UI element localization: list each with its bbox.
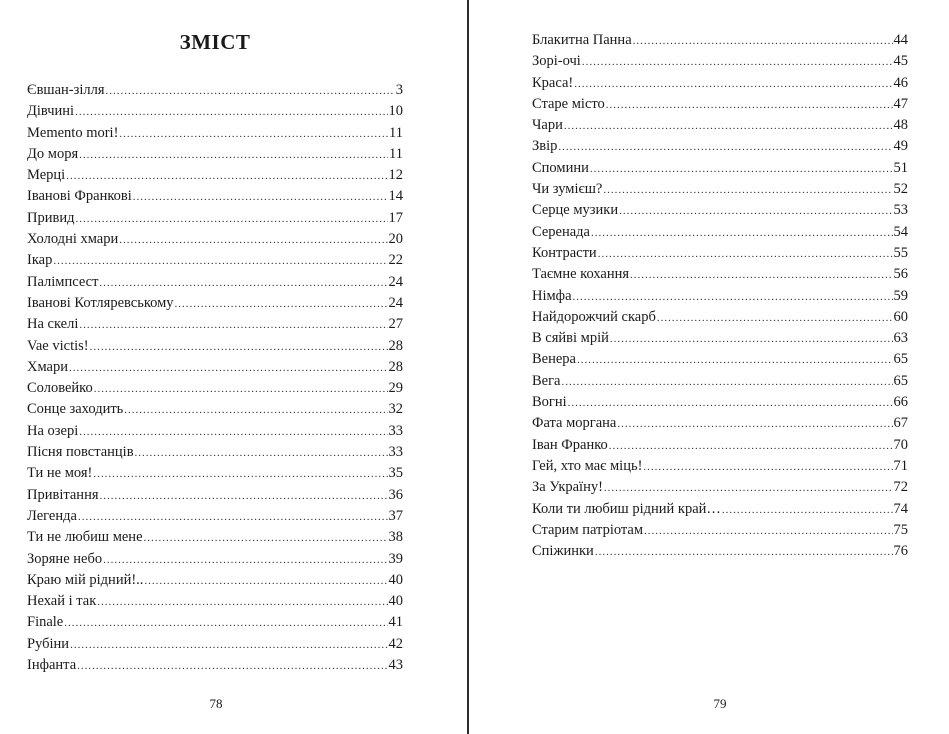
dot-leader xyxy=(53,251,387,272)
toc-entry xyxy=(27,144,403,165)
left-page xyxy=(0,0,468,734)
dot-leader xyxy=(564,116,893,137)
toc-entry-page-number: 60 xyxy=(893,308,908,325)
dot-leader xyxy=(595,542,893,563)
toc-entry-title: Найдорожчий скарб xyxy=(532,308,656,325)
dot-leader xyxy=(633,31,893,52)
toc-entry-page-number: 72 xyxy=(893,479,908,496)
dot-leader xyxy=(99,273,387,294)
toc-entry xyxy=(27,165,403,186)
toc-entry xyxy=(27,293,403,314)
dot-leader xyxy=(144,528,388,549)
toc-entry xyxy=(27,314,403,335)
dot-leader xyxy=(103,550,387,571)
dot-leader xyxy=(598,244,893,265)
dot-leader xyxy=(124,400,387,421)
toc-entry xyxy=(27,336,403,357)
toc-entry-page-number: 74 xyxy=(893,500,908,517)
toc-entry-title: Серце музики xyxy=(532,202,619,219)
toc-entry-page-number: 54 xyxy=(893,223,908,240)
table-of-contents-right xyxy=(532,30,908,562)
toc-entry xyxy=(27,399,403,420)
toc-entry xyxy=(532,456,908,477)
toc-entry xyxy=(27,250,403,271)
toc-entry-title: Коли ти любиш рідний край… xyxy=(532,500,721,517)
toc-entry xyxy=(532,136,908,157)
dot-leader xyxy=(75,102,387,123)
toc-entry-title: До моря xyxy=(27,145,79,162)
dot-leader xyxy=(573,287,893,308)
toc-entry-title: Пісня повстанців xyxy=(27,444,134,461)
dot-leader xyxy=(78,507,388,528)
toc-entry-title: В сяйві мрій xyxy=(532,330,609,347)
toc-entry xyxy=(27,591,403,612)
toc-entry-title: Finale xyxy=(27,614,64,631)
toc-entry-title: Блакитна Панна xyxy=(532,32,632,48)
toc-entry-page-number: 11 xyxy=(389,124,403,141)
toc-entry xyxy=(532,520,908,541)
toc-entry-page-number: 51 xyxy=(893,159,908,176)
dot-leader xyxy=(617,414,892,435)
toc-entry-page-number: 75 xyxy=(893,521,908,538)
toc-entry xyxy=(27,506,403,527)
toc-entry-title: Memento mori! xyxy=(27,124,119,141)
toc-entry-page-number: 70 xyxy=(893,436,908,453)
toc-entry-page-number: 45 xyxy=(893,53,908,70)
toc-entry-title: Краю мій рідний!.. xyxy=(27,571,144,588)
dot-leader xyxy=(610,329,893,350)
toc-entry-page-number: 66 xyxy=(893,394,908,411)
dot-leader xyxy=(94,379,388,400)
dot-leader xyxy=(135,443,388,464)
right-page xyxy=(470,0,949,734)
toc-entry xyxy=(532,222,908,243)
toc-entry-title: Гей, хто має міць! xyxy=(532,457,643,474)
dot-leader xyxy=(630,265,892,286)
toc-entry-page-number: 47 xyxy=(893,95,908,112)
toc-entry xyxy=(27,463,403,484)
toc-entry-page-number: 44 xyxy=(893,32,908,48)
toc-entry-title: Старим патріотам xyxy=(532,521,644,538)
toc-entry-page-number: 27 xyxy=(388,316,403,333)
toc-entry xyxy=(532,349,908,370)
toc-entry xyxy=(27,123,403,144)
dot-leader xyxy=(77,656,387,677)
toc-entry xyxy=(27,421,403,442)
toc-entry xyxy=(532,286,908,307)
dot-leader xyxy=(722,500,893,521)
toc-entry-title: Зоряне небо xyxy=(27,550,103,567)
dot-leader xyxy=(119,230,387,251)
toc-entry xyxy=(532,73,908,94)
toc-entry-page-number: 28 xyxy=(388,358,403,375)
toc-entry-title: Мерці xyxy=(27,167,66,184)
toc-entry-page-number: 65 xyxy=(893,372,908,389)
toc-entry-page-number: 56 xyxy=(893,266,908,283)
dot-leader xyxy=(558,137,892,158)
toc-entry-title: Краса! xyxy=(532,74,574,91)
toc-entry-title: Вега xyxy=(532,372,561,389)
toc-entry xyxy=(27,80,403,101)
dot-leader xyxy=(90,337,388,358)
toc-entry-page-number: 48 xyxy=(893,117,908,134)
toc-entry xyxy=(27,527,403,548)
toc-entry xyxy=(532,328,908,349)
toc-entry-title: Дівчині xyxy=(27,103,75,120)
toc-entry-page-number: 3 xyxy=(395,82,403,98)
toc-entry-page-number: 43 xyxy=(388,657,403,674)
toc-entry-title: За Україну! xyxy=(532,479,603,496)
dot-leader xyxy=(591,223,893,244)
toc-entry-page-number: 38 xyxy=(388,529,403,546)
toc-entry xyxy=(27,612,403,633)
toc-entry-title: Хмари xyxy=(27,358,68,375)
toc-entry-title: Легенда xyxy=(27,507,77,524)
toc-entry xyxy=(27,101,403,122)
toc-entry-page-number: 37 xyxy=(388,507,403,524)
toc-entry xyxy=(27,655,403,676)
dot-leader xyxy=(97,592,387,613)
toc-entry-page-number: 63 xyxy=(893,330,908,347)
toc-entry-page-number: 35 xyxy=(388,465,403,482)
toc-entry-page-number: 33 xyxy=(388,422,403,439)
dot-leader xyxy=(106,81,395,102)
toc-entry-title: Фата моргана xyxy=(532,415,617,432)
toc-entry-page-number: 24 xyxy=(388,273,403,290)
toc-entry-page-number: 59 xyxy=(893,287,908,304)
toc-entry-page-number: 55 xyxy=(893,244,908,261)
toc-entry xyxy=(532,30,908,51)
dot-leader xyxy=(577,350,893,371)
dot-leader xyxy=(79,422,387,443)
toc-entry-title: Зорі-очі xyxy=(532,53,581,70)
toc-entry-page-number: 40 xyxy=(388,593,403,610)
toc-entry-title: Ти не любиш мене xyxy=(27,529,143,546)
toc-entry-page-number: 39 xyxy=(388,550,403,567)
toc-entry xyxy=(532,499,908,520)
dot-leader xyxy=(144,571,387,592)
toc-entry-title: Інфанта xyxy=(27,657,77,674)
toc-entry xyxy=(27,186,403,207)
toc-entry-page-number: 20 xyxy=(388,231,403,248)
toc-entry-title: Спомини xyxy=(532,159,589,176)
toc-entry-title: На скелі xyxy=(27,316,79,333)
toc-entry-page-number: 36 xyxy=(388,486,403,503)
toc-entry-page-number: 17 xyxy=(388,209,403,226)
dot-leader xyxy=(568,393,893,414)
table-of-contents-left xyxy=(27,80,403,676)
dot-leader xyxy=(582,52,893,73)
dot-leader xyxy=(643,457,892,478)
toc-entry xyxy=(532,115,908,136)
toc-entry-title: Венера xyxy=(532,351,576,368)
toc-entry-page-number: 41 xyxy=(388,614,403,631)
toc-entry-page-number: 42 xyxy=(388,635,403,652)
toc-entry xyxy=(532,413,908,434)
toc-entry-title: Серенада xyxy=(532,223,590,240)
toc-entry-page-number: 11 xyxy=(389,145,403,162)
toc-entry-page-number: 32 xyxy=(388,401,403,418)
toc-entry-page-number: 33 xyxy=(388,444,403,461)
toc-entry-page-number: 53 xyxy=(893,202,908,219)
dot-leader xyxy=(609,436,893,457)
toc-entry-page-number: 49 xyxy=(893,138,908,155)
toc-entry xyxy=(532,200,908,221)
toc-entry-title: Привид xyxy=(27,209,75,226)
dot-leader xyxy=(606,95,893,116)
toc-entry-title: Звір xyxy=(532,138,558,155)
toc-entry xyxy=(532,243,908,264)
toc-entry xyxy=(532,307,908,328)
toc-entry-page-number: 29 xyxy=(388,380,403,397)
toc-entry-title: Іванові Франкові xyxy=(27,188,132,205)
toc-entry xyxy=(27,442,403,463)
toc-entry-title: Vae victis! xyxy=(27,337,89,354)
toc-entry xyxy=(532,51,908,72)
toc-entry xyxy=(27,378,403,399)
dot-leader xyxy=(604,478,893,499)
toc-entry-page-number: 52 xyxy=(893,181,908,198)
dot-leader xyxy=(69,358,388,379)
dot-leader xyxy=(70,635,387,656)
toc-entry-title: Привітання xyxy=(27,486,99,503)
toc-entry-page-number: 14 xyxy=(388,188,403,205)
toc-entry xyxy=(27,229,403,250)
dot-leader xyxy=(79,315,387,336)
page-number: 79 xyxy=(713,696,727,711)
toc-entry-page-number: 24 xyxy=(388,294,403,311)
toc-entry-title: Вогні xyxy=(532,394,567,411)
toc-entry-title: Соловейко xyxy=(27,380,93,397)
toc-entry-page-number: 67 xyxy=(893,415,908,432)
toc-entry-page-number: 10 xyxy=(388,103,403,120)
toc-entry-page-number: 40 xyxy=(388,571,403,588)
toc-entry-title: Старе місто xyxy=(532,95,605,112)
page-number: 78 xyxy=(209,696,223,711)
toc-entry xyxy=(27,208,403,229)
dot-leader xyxy=(574,74,892,95)
dot-leader xyxy=(657,308,893,329)
toc-entry xyxy=(532,371,908,392)
toc-entry xyxy=(27,272,403,293)
toc-entry-title: Палімпсест xyxy=(27,273,99,290)
toc-entry-title: Спіжинки xyxy=(532,543,594,560)
dot-leader xyxy=(100,486,388,507)
dot-leader xyxy=(619,201,892,222)
toc-entry-page-number: 46 xyxy=(893,74,908,91)
toc-entry xyxy=(532,158,908,179)
dot-leader xyxy=(562,372,893,393)
page-title: ЗМІСТ xyxy=(179,30,251,54)
toc-entry xyxy=(27,357,403,378)
toc-entry-title: Рубіни xyxy=(27,635,70,652)
toc-entry xyxy=(532,179,908,200)
toc-entry xyxy=(532,392,908,413)
toc-entry xyxy=(532,94,908,115)
dot-leader xyxy=(644,521,892,542)
dot-leader xyxy=(590,159,893,180)
toc-entry xyxy=(532,541,908,562)
toc-entry-page-number: 71 xyxy=(893,457,908,474)
toc-entry-title: Ти не моя! xyxy=(27,465,93,482)
toc-entry xyxy=(27,485,403,506)
dot-leader xyxy=(66,166,387,187)
dot-leader xyxy=(79,145,388,166)
dot-leader xyxy=(64,613,387,634)
dot-leader xyxy=(93,464,387,485)
dot-leader xyxy=(603,180,892,201)
toc-entry-title: Чари xyxy=(532,117,563,134)
toc-entry-title: Контрасти xyxy=(532,244,597,261)
toc-entry-page-number: 28 xyxy=(388,337,403,354)
toc-entry-title: Іван Франко xyxy=(532,436,608,453)
toc-entry-title: Євшан-зілля xyxy=(27,82,105,98)
book-spine-divider xyxy=(467,0,469,734)
dot-leader xyxy=(175,294,388,315)
toc-entry-page-number: 65 xyxy=(893,351,908,368)
toc-entry-title: Чи зумієш? xyxy=(532,181,603,198)
dot-leader xyxy=(75,209,387,230)
toc-entry xyxy=(532,477,908,498)
toc-entry-title: Нехай і так xyxy=(27,593,97,610)
toc-entry xyxy=(532,435,908,456)
dot-leader xyxy=(119,124,388,145)
toc-entry-title: Ікар xyxy=(27,252,53,269)
toc-entry-title: На озері xyxy=(27,422,79,439)
toc-entry xyxy=(532,264,908,285)
toc-entry-page-number: 76 xyxy=(893,543,908,560)
toc-entry-title: Сонце заходить xyxy=(27,401,124,418)
toc-entry-page-number: 22 xyxy=(388,252,403,269)
toc-entry-title: Іванові Котляревському xyxy=(27,294,174,311)
toc-entry-title: Таємне кохання xyxy=(532,266,630,283)
toc-entry xyxy=(27,634,403,655)
toc-entry xyxy=(27,549,403,570)
toc-entry-title: Холодні хмари xyxy=(27,231,119,248)
toc-entry-page-number: 12 xyxy=(388,167,403,184)
toc-entry-title: Німфа xyxy=(532,287,572,304)
toc-entry xyxy=(27,570,403,591)
dot-leader xyxy=(133,187,388,208)
